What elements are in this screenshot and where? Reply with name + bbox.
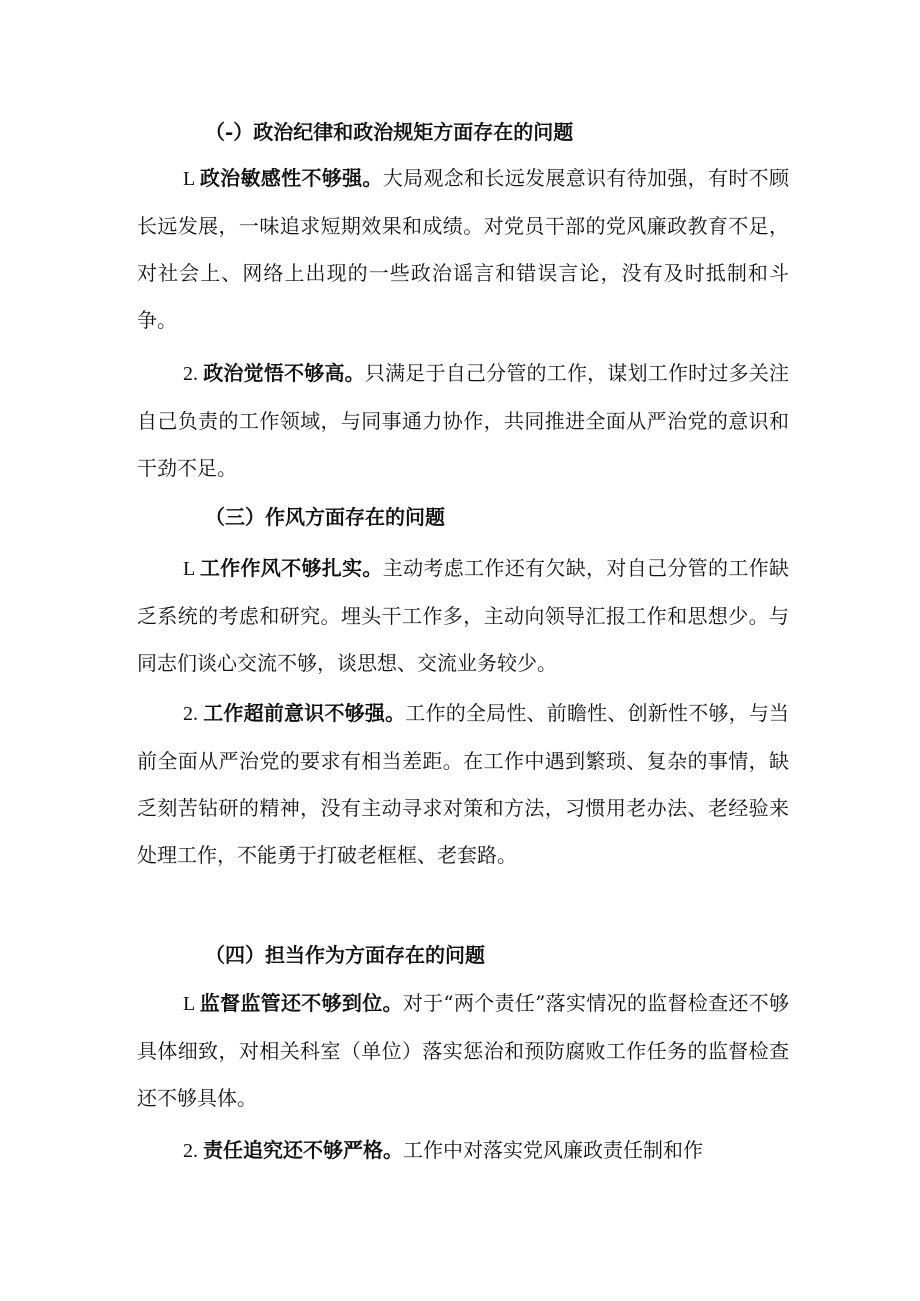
paragraph-lead: 工作作风不够扎实。 (199, 556, 383, 580)
paragraph-body: 对于“两个责任”落实情况的监督检查还不够具体细致，对相关科室（单位）落实惩治和预防腐败工作任务的监督检查还不够具体。 (137, 991, 790, 1110)
paragraph-body: 工作中对落实党风廉政责任制和作 (403, 1138, 703, 1162)
section-heading-work-style: （三）作风方面存在的问题 (205, 505, 445, 529)
paragraph-ordinal: 2. (183, 1140, 203, 1162)
paragraph-accountability (137, 1127, 789, 1175)
section-heading-political-discipline: （-）政治纪律和政治规矩方面存在的问题 (205, 120, 574, 144)
paragraph-forward-awareness (137, 690, 789, 879)
paragraph-ordinal: L (183, 558, 200, 580)
paragraph-body: 主动考虑工作还有欠缺，对自己分管的工作缺乏系统的考虑和研究。埋头干工作多，主动向领导汇报工作和思想少。与同志们谈心交流不够，谈思想、交流业务较少。 (137, 556, 789, 675)
paragraph-ordinal: L (183, 168, 200, 190)
paragraph-lead: 监督监管还不够到位。 (199, 991, 403, 1015)
section-heading-responsibility: （四）担当作为方面存在的问题 (205, 943, 485, 967)
paragraph-political-awareness (137, 350, 789, 492)
paragraph-lead: 责任追究还不够严格。 (203, 1138, 403, 1162)
paragraph-ordinal: L (183, 993, 200, 1015)
paragraph-body: 工作的全局性、前瞻性、创新性不够，与当前全面从严治党的要求有相当差距。在工作中遇到繁琐、复杂的事情，缺乏刻苦钻研的精神，没有主动寻求对策和方法，习惯用老办法、老经验来处理工作，不能勇于打破老框框、老套路。 (137, 701, 790, 867)
paragraph-lead: 政治觉悟不够高。 (203, 361, 365, 385)
paragraph-body: 大局观念和长远发展意识有待加强，有时不顾长远发展，一味追求短期效果和成绩。对党员干部的党风廉政教育不足，对社会上、网络上出现的一些政治谣言和错误言论，没有及时抵制和斗争。 (137, 166, 789, 332)
paragraph-political-sensitivity (137, 155, 789, 344)
paragraph-supervision (137, 980, 789, 1122)
paragraph-ordinal: 2. (183, 363, 204, 385)
paragraph-lead: 政治敏感性不够强。 (199, 166, 383, 190)
paragraph-work-style-solidity (137, 545, 789, 687)
paragraph-body: 只满足于自己分管的工作，谋划工作时过多关注自己负责的工作领域，与同事通力协作，共同推进全面从严治党的意识和干劲不足。 (137, 361, 790, 480)
paragraph-ordinal: 2. (183, 703, 204, 725)
paragraph-lead: 工作超前意识不够强。 (203, 701, 406, 725)
